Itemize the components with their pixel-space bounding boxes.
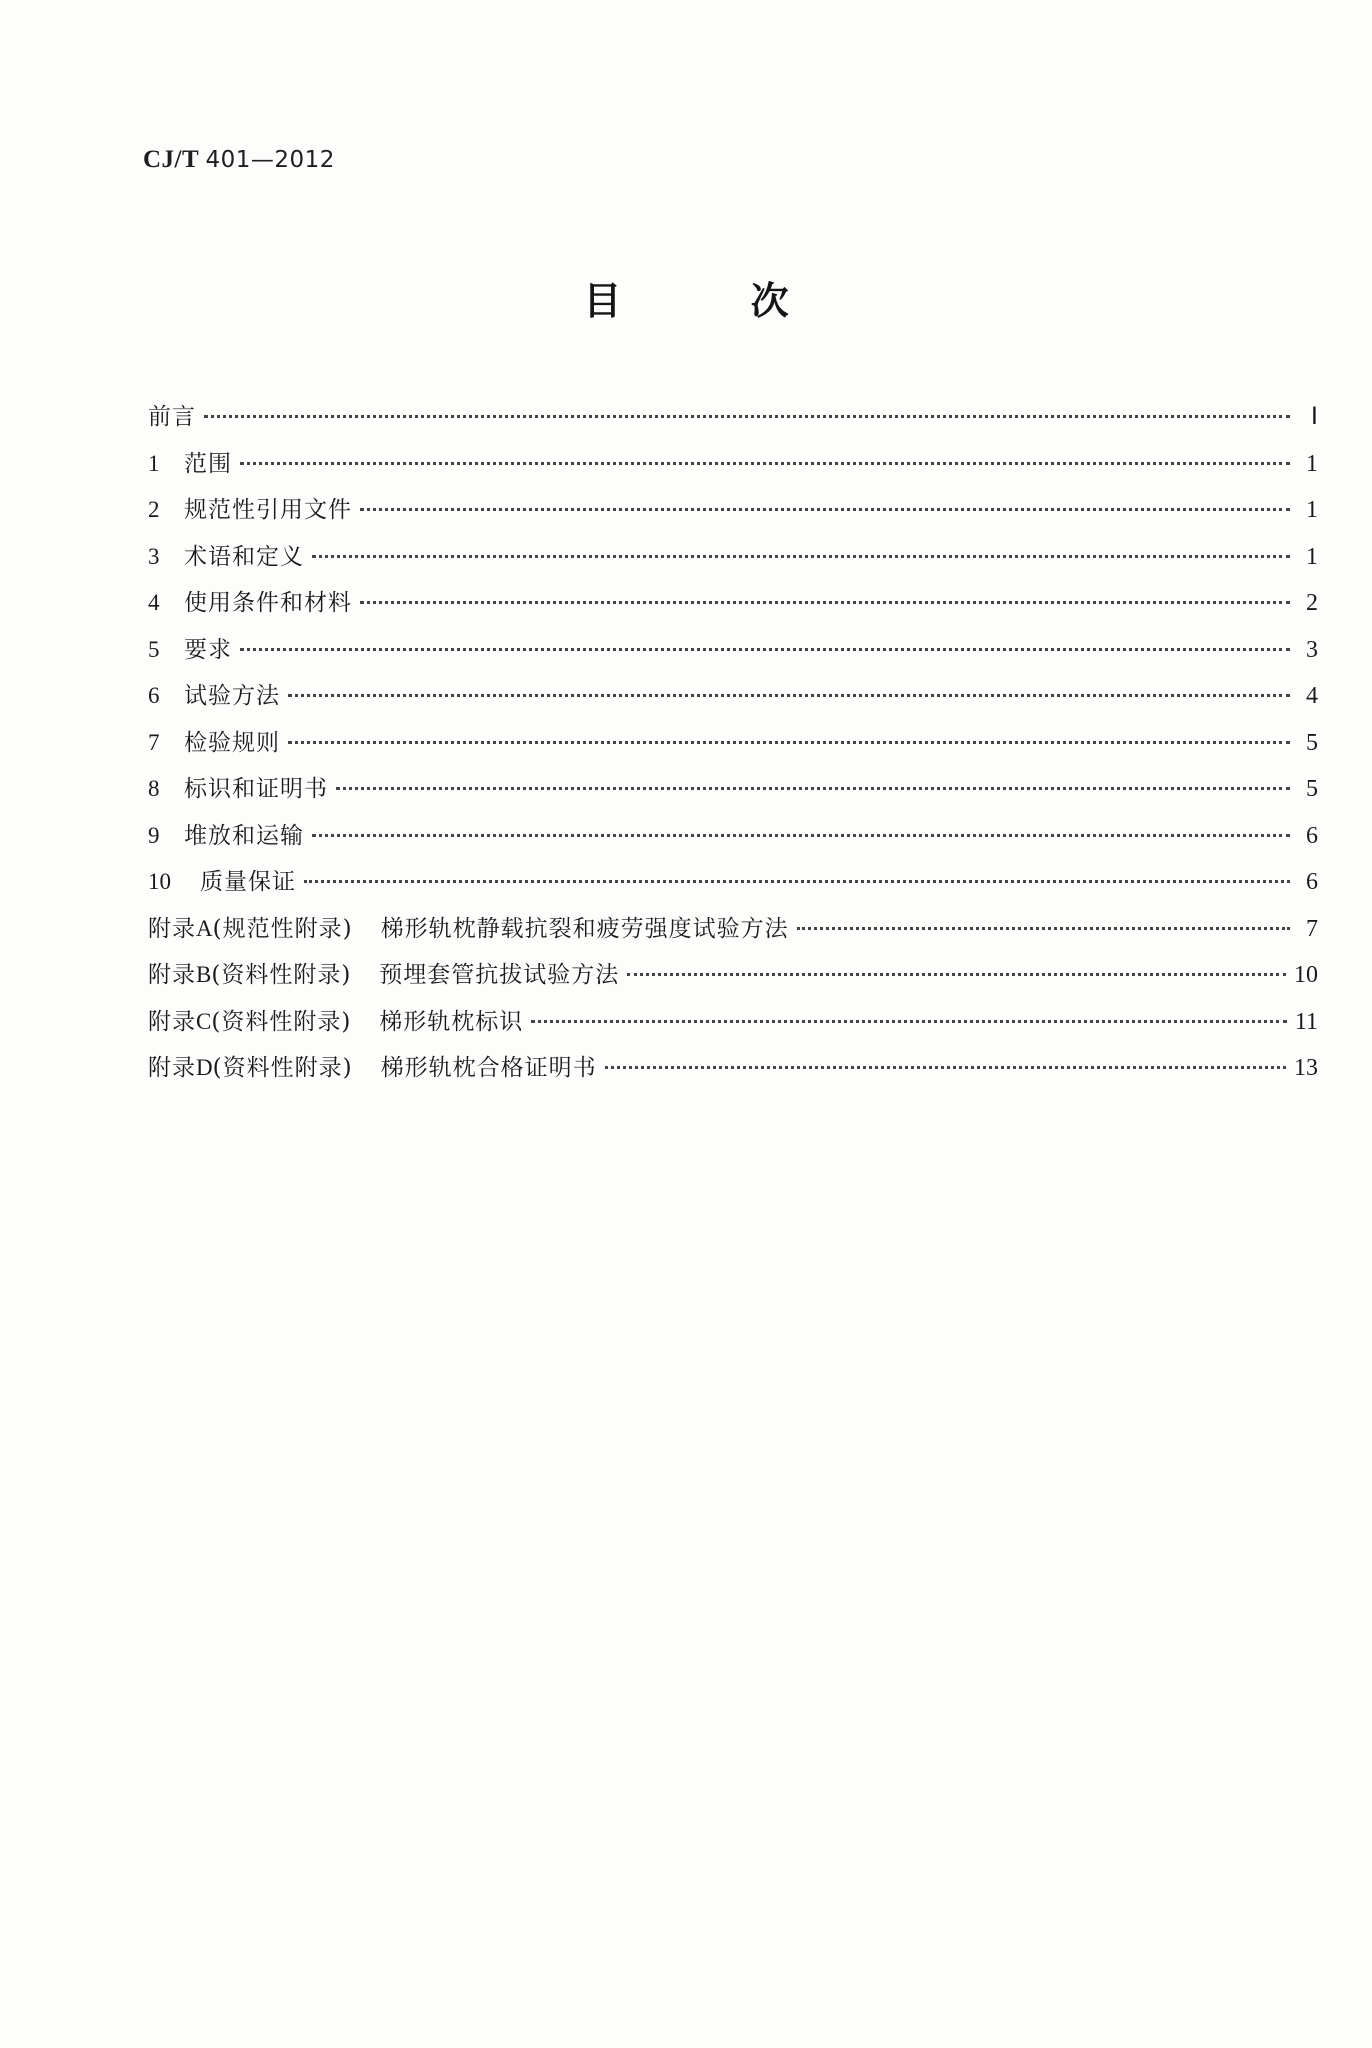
annex-title: 预埋套管抗拔试验方法 bbox=[379, 962, 620, 988]
dot-leader bbox=[288, 741, 1290, 744]
annex-prefix: 附录 bbox=[148, 1008, 196, 1035]
toc-entry[interactable] bbox=[148, 677, 1318, 724]
toc-entry-page: 13 bbox=[1294, 1055, 1318, 1081]
toc-entry[interactable] bbox=[148, 631, 1318, 678]
annex-letter: C bbox=[196, 1008, 212, 1034]
toc-entry[interactable] bbox=[148, 817, 1318, 864]
toc-annex-entry[interactable] bbox=[148, 910, 1318, 957]
toc-entry[interactable] bbox=[148, 538, 1318, 585]
toc-entry-page: 2 bbox=[1306, 590, 1318, 616]
toc-entry-page: 4 bbox=[1306, 683, 1318, 709]
standard-code bbox=[143, 146, 335, 174]
standard-number: 401—2012 bbox=[205, 147, 335, 173]
toc-entry-label: 标识和证明书 bbox=[184, 776, 328, 802]
toc-entry-label: 检验规则 bbox=[184, 729, 280, 756]
toc-entry-page: 6 bbox=[1306, 822, 1318, 849]
dot-leader bbox=[531, 1020, 1287, 1023]
toc-entry-number: 2 bbox=[148, 497, 160, 522]
table-of-contents bbox=[148, 398, 1318, 1096]
dot-leader bbox=[240, 648, 1290, 651]
toc-entry-number: 10 bbox=[148, 869, 171, 894]
toc-annex-entry[interactable] bbox=[148, 1049, 1318, 1096]
toc-entry-page: 6 bbox=[1306, 869, 1318, 895]
toc-entry-label: 质量保证 bbox=[200, 869, 296, 895]
toc-entry-label: 要求 bbox=[184, 636, 232, 663]
toc-entry-label: 范围 bbox=[184, 450, 232, 477]
annex-type: (资料性附录) bbox=[211, 1008, 352, 1035]
toc-entry-label: 使用条件和材料 bbox=[184, 590, 352, 616]
toc-entry-number: 6 bbox=[148, 683, 160, 708]
toc-entry-label: 试验方法 bbox=[184, 683, 280, 709]
toc-entry-number: 5 bbox=[148, 636, 160, 662]
page-title: 目 次 bbox=[583, 279, 847, 323]
annex-prefix: 附录 bbox=[148, 915, 196, 942]
toc-entry-number: 4 bbox=[148, 590, 160, 615]
annex-prefix: 附录 bbox=[148, 1055, 196, 1081]
annex-title: 梯形轨枕合格证明书 bbox=[380, 1055, 597, 1081]
annex-type: (规范性附录) bbox=[212, 915, 353, 942]
dot-leader bbox=[312, 834, 1290, 837]
dot-leader bbox=[605, 1066, 1286, 1069]
dot-leader bbox=[304, 880, 1290, 883]
dot-leader bbox=[797, 927, 1290, 930]
toc-entry-number: 3 bbox=[148, 543, 160, 569]
toc-entry-page: 10 bbox=[1294, 962, 1318, 988]
toc-entry-page: 3 bbox=[1306, 636, 1318, 663]
toc-entry-page: 1 bbox=[1306, 497, 1318, 523]
toc-entry[interactable] bbox=[148, 770, 1318, 817]
annex-title: 梯形轨枕标识 bbox=[379, 1008, 524, 1035]
toc-entry[interactable] bbox=[148, 491, 1318, 538]
toc-entry-page: Ⅰ bbox=[1310, 404, 1318, 430]
dot-leader bbox=[627, 973, 1286, 976]
toc-entry-page: 5 bbox=[1306, 729, 1318, 756]
dot-leader bbox=[288, 694, 1290, 697]
toc-entry-number: 9 bbox=[148, 822, 160, 848]
dot-leader bbox=[336, 787, 1290, 790]
toc-entry-label: 堆放和运输 bbox=[184, 822, 304, 849]
toc-entry-number: 8 bbox=[148, 776, 160, 801]
dot-leader bbox=[360, 601, 1290, 604]
annex-letter: D bbox=[196, 1055, 213, 1080]
annex-type: (资料性附录) bbox=[212, 1055, 353, 1081]
toc-entry-label: 术语和定义 bbox=[184, 543, 304, 570]
annex-prefix: 附录 bbox=[148, 962, 196, 988]
toc-annex-entry[interactable] bbox=[148, 956, 1318, 1003]
toc-entry[interactable] bbox=[148, 724, 1318, 771]
standard-prefix: CJ/T bbox=[143, 146, 199, 173]
toc-annex-entry[interactable] bbox=[148, 1003, 1318, 1050]
toc-entry[interactable] bbox=[148, 863, 1318, 910]
annex-title: 梯形轨枕静载抗裂和疲劳强度试验方法 bbox=[380, 915, 789, 942]
toc-entry[interactable] bbox=[148, 398, 1318, 445]
annex-type: (资料性附录) bbox=[211, 962, 352, 988]
toc-entry-page: 11 bbox=[1294, 1008, 1318, 1035]
toc-entry-page: 1 bbox=[1306, 543, 1318, 570]
toc-entry-page: 5 bbox=[1306, 776, 1318, 802]
toc-entry-number: 1 bbox=[148, 450, 160, 476]
toc-entry-number: 7 bbox=[148, 729, 160, 755]
dot-leader bbox=[312, 555, 1290, 558]
dot-leader bbox=[360, 508, 1290, 511]
annex-letter: A bbox=[196, 915, 213, 941]
dot-leader bbox=[240, 462, 1290, 465]
toc-entry[interactable] bbox=[148, 584, 1318, 631]
toc-entry-label: 前言 bbox=[148, 404, 196, 430]
toc-entry[interactable] bbox=[148, 445, 1318, 492]
toc-entry-page: 7 bbox=[1306, 915, 1318, 942]
toc-entry-label: 规范性引用文件 bbox=[184, 497, 352, 523]
toc-entry-page: 1 bbox=[1306, 450, 1318, 477]
annex-letter: B bbox=[196, 962, 212, 987]
dot-leader bbox=[204, 415, 1290, 418]
